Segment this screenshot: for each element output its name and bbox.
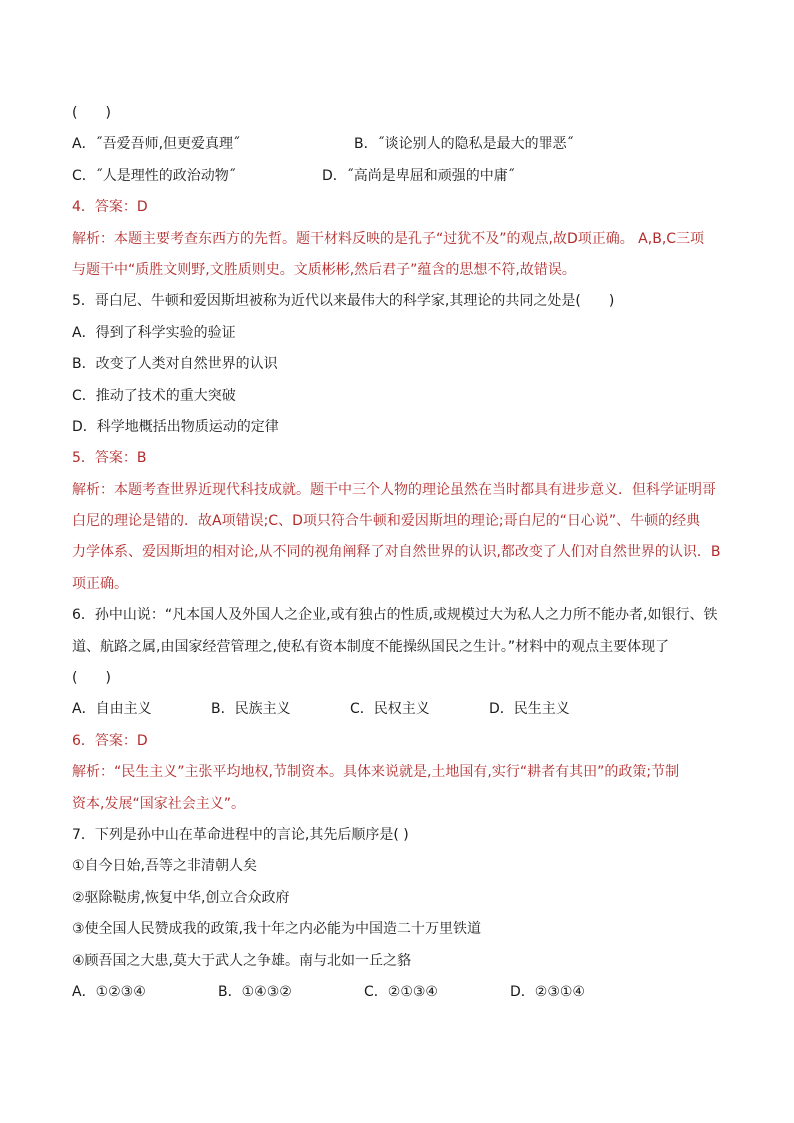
q4-option-d: D．˝高尚是卑屈和顽强的中庸˝ (322, 167, 515, 184)
q7-option-a: A．①②③④ (72, 983, 146, 1000)
q4-analysis-line-2: 与题干中“质胜文则野,文胜质则史。文质彬彬,然后君子”蕴含的思想不符,故错误。 (72, 261, 576, 278)
q7-option-d: D．②③①④ (510, 983, 585, 1000)
q4-options-row-2 (72, 161, 722, 192)
q7-item-3: ③使全国人民赞成我的政策,我十年之内必能为中国造二十万里铁道 (72, 921, 481, 938)
q6-option-c: C．民权主义 (350, 701, 430, 718)
q6-option-b: B．民族主义 (211, 701, 291, 718)
q5-stem: 5．哥白尼、牛顿和爱因斯坦被称为近代以来最伟大的科学家,其理论的共同之处是( ) (72, 293, 615, 310)
q7-option-b: B．①④③② (218, 983, 292, 1000)
q5-option-d: D．科学地概括出物质运动的定律 (72, 418, 279, 435)
q4-option-a: A．˝吾爱吾师,但更爱真理˝ (72, 136, 241, 153)
q6-stem-line-3: ( ) (72, 670, 111, 687)
q6-answer: 6．答案：D (72, 732, 148, 749)
q7-options-row (72, 977, 722, 1008)
q5-option-b: B．改变了人类对自然世界的认识 (72, 356, 278, 373)
q4-option-c: C．˝人是理性的政治动物˝ (72, 167, 236, 184)
q7-option-c: C．②①③④ (364, 983, 438, 1000)
q5-option-a: A．得到了科学实验的验证 (72, 324, 236, 341)
q7-item-1: ①自今日始,吾等之非清朝人矣 (72, 858, 258, 875)
q7-item-2: ②驱除鞑虏,恢复中华,创立合众政府 (72, 889, 290, 906)
q5-answer: 5．答案：B (72, 450, 147, 467)
q6-analysis-line-1: 解析：“民生主义”主张平均地权,节制资本。具体来说就是,土地国有,实行“耕者有其田”的政策;节制 (72, 764, 680, 781)
q4-options-row-1 (72, 129, 722, 160)
q5-analysis-line-2: 白尼的理论是错的．故A项错误;C、D项只符合牛顿和爱因斯坦的理论;哥白尼的“日心说”、牛顿的经典 (72, 513, 701, 530)
q4-paren: ( ) (72, 105, 111, 121)
q5-analysis-line-4: 项正确。 (72, 575, 128, 592)
q4-option-b: B．˝谈论别人的隐私是最大的罪恶˝ (354, 136, 574, 153)
q7-stem: 7．下列是孙中山在革命进程中的言论,其先后顺序是( ) (72, 826, 409, 843)
q4-answer: 4．答案：D (72, 199, 148, 216)
q4-analysis-line-1: 解析：本题主要考查东西方的先哲。题干材料反映的是孔子“过犹不及”的观点,故D项正确。 A,B,C三项 (72, 230, 705, 247)
q6-options-row (72, 694, 722, 725)
q6-stem-line-2: 道、航路之属,由国家经营管理之,使私有资本制度不能操纵国民之生计。”材料中的观点主要体现了 (72, 638, 670, 655)
q6-option-d: D．民生主义 (489, 701, 570, 718)
q7-item-4: ④顾吾国之大患,莫大于武人之争雄。南与北如一丘之貉 (72, 952, 411, 969)
q6-stem-line-1: 6．孙中山说：“凡本国人及外国人之企业,或有独占的性质,或规模过大为私人之力所不能办者,如银行、铁 (72, 607, 718, 624)
q5-analysis-line-3: 力学体系、爱因斯坦的相对论,从不同的视角阐释了对自然世界的认识,都改变了人们对自然世界的认识．B (72, 544, 721, 561)
q6-analysis-line-2: 资本,发展“国家社会主义”。 (72, 795, 245, 812)
q6-option-a: A．自由主义 (72, 701, 152, 718)
q5-option-c: C．推动了技术的重大突破 (72, 387, 236, 404)
exam-page (72, 98, 722, 1008)
q5-analysis-line-1: 解析：本题考查世界近现代科技成就。题干中三个人物的理论虽然在当时都具有进步意义．但科学证明哥 (72, 481, 716, 498)
